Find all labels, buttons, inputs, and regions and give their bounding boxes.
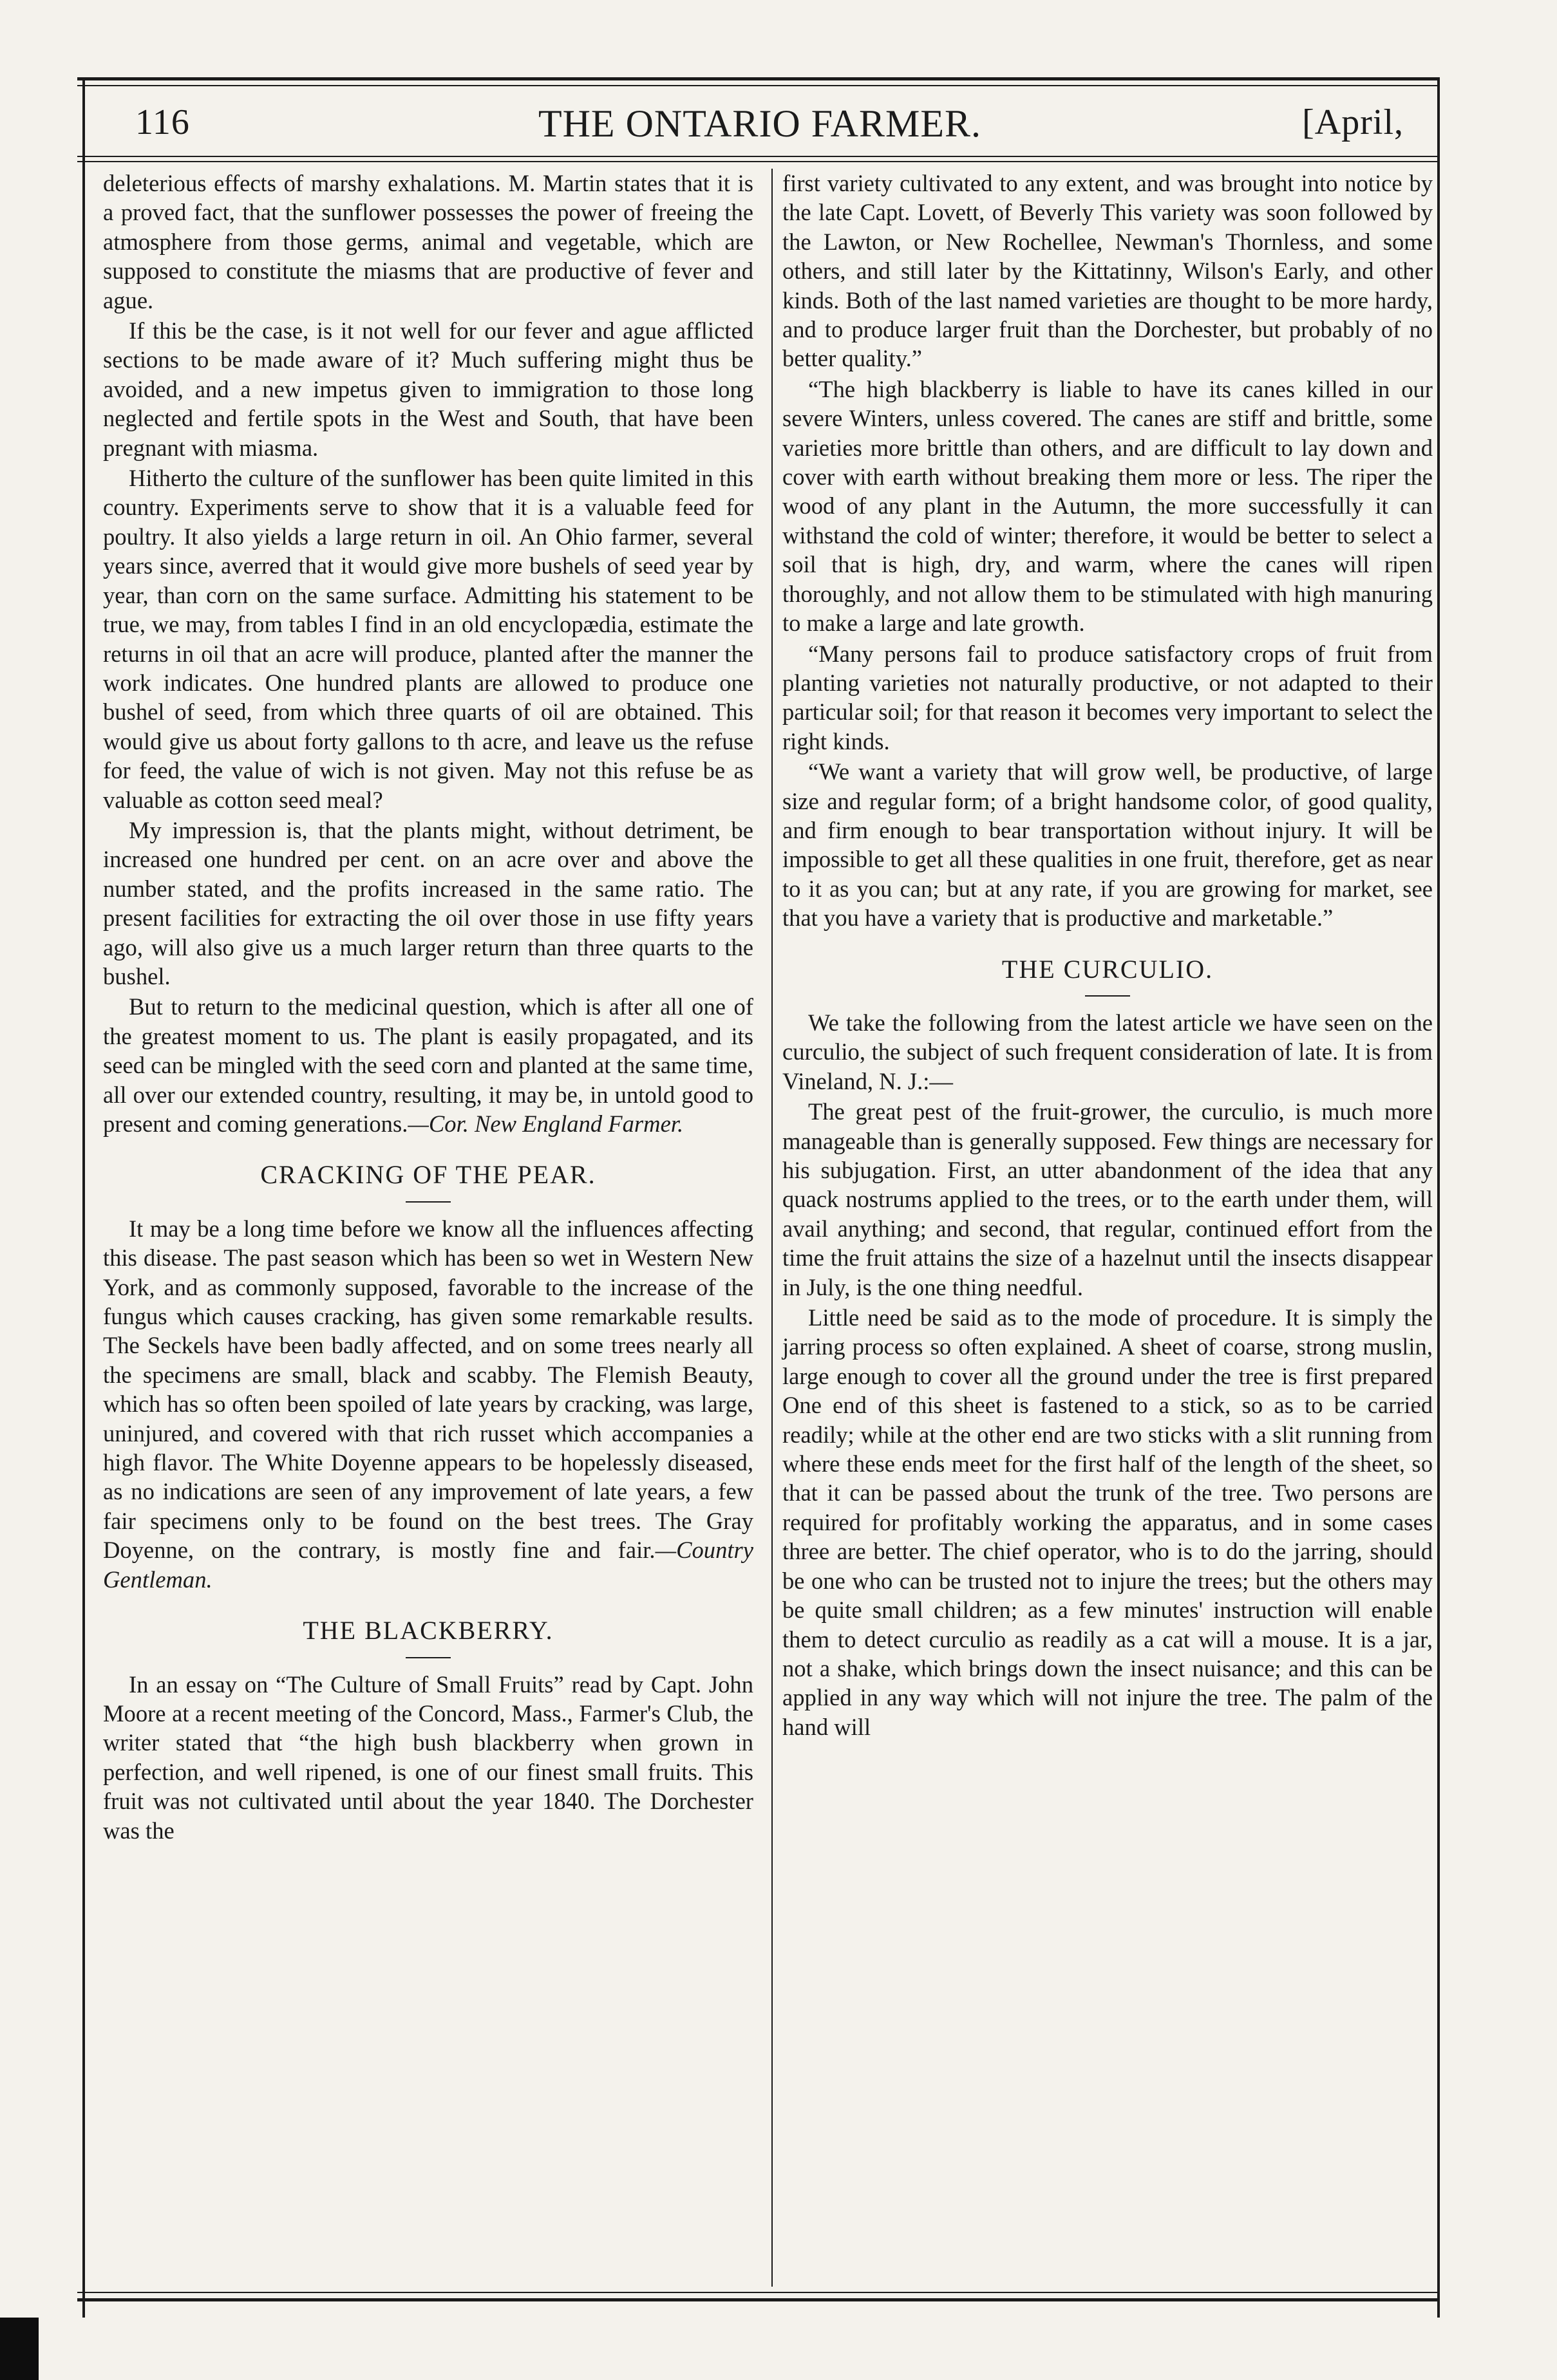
paragraph: In an essay on “The Culture of Small Fruits” read by Capt. John Moore at a recent meeting of the Concord, Mass., Farmer's Club, the writer stated that “the high bush blackberry when grown in perfection, and well ripened, is one of our finest small fruits. This fruit was not cultivated until about the year 1840. The Dorchester was the <box>103 1671 753 1844</box>
page-number: 116 <box>135 102 190 142</box>
paragraph: We take the following from the latest article we have seen on the curculio, the subject of such frequent consideration of late. It is from Vineland, N. J.:— <box>782 1009 1433 1094</box>
header-rule-lower <box>77 161 1440 162</box>
paragraph: “Many persons fail to produce satisfactory crops of fruit from planting varieties not naturally productive, or not adapted to their particular soil; for that reason it becomes very important to select the right kinds. <box>782 640 1433 754</box>
paragraph: deleterious effects of marshy exhalations. M. Martin states that it is a proved fact, that the sunflower possesses the power of freeing the atmosphere from those germs, animal and vegetable, which are supposed to constitute the miasms that are productive of fever and ague. <box>103 170 753 314</box>
source-citation: —Country Gentleman. <box>103 1537 753 1593</box>
paragraph: The great pest of the fruit-grower, the curculio, is much more manageable than is generally supposed. Few things are necessary for his subjugation. First, an utter abandonment of the idea that any quack nostrums applied to the trees, or to the earth under them, will avail anything; and second, that regular, continued effort from the time the fruit attains the size of a hazelnut until the insects disappear in July, is the one thing needful. <box>782 1098 1433 1300</box>
section-title-pear: CRACKING OF THE PEAR. <box>103 1160 753 1202</box>
paragraph-text: It may be a long time before we know all the influences affecting this disease. The past season which has been so wet in Western New York, and as commonly supposed, favorable to the increase of the fungus which causes cracking, has given some remarkable results. The Seckels have been badly affected, and on some trees nearly all the specimens are small, black and scabby. The Flemish Beauty, which has so often been spoiled of late years by cracking, was large, uninjured, and covered with that rich russet which accompanies a high flavor. The White Doyenne appears to be hopelessly diseased, as no indications are seen of any improvement of late years, a few fair specimens only to be found on the best trees. The Gray Doyenne, on the contrary, is mostly fine and fair. <box>103 1215 753 1564</box>
paragraph: “We want a variety that will grow well, be productive, of large size and regular form; of a bright handsome color, of good quality, and firm enough to bear transportation without injury. It will be impossible to get all these qualities in one fruit, therefore, get as near to it as you can; but at any rate, if you are growing for market, see that you have a variety that is productive and marketable.” <box>782 758 1433 932</box>
header-rule <box>77 156 1440 157</box>
paragraph: My impression is, that the plants might, without detriment, be increased one hundred per cent. on an acre over and above the number stated, and the profits increased in the same ratio. The present facilities for extracting the oil over those in use fifty years ago, will also give us a much larger return than three quarts to the bushel. <box>103 816 753 989</box>
right-column <box>782 169 1433 1741</box>
paragraph: first variety cultivated to any extent, and was brought into notice by the late Capt. Lovett, of Beverly This variety was soon followed by the Lawton, or New Rochellee, Newman's Thornless, and some others, and still later by the Kittatinny, Wilson's Early, and other kinds. Both of the last named varieties are thought to be more hardy, and to produce larger fruit than the Dorchester, but probably of no better quality.” <box>782 170 1433 372</box>
publication-title: THE ONTARIO FARMER. <box>538 102 982 145</box>
paragraph: If this be the case, is it not well for our fever and ague afflicted sections to be made aware of it? Much suffering might thus be avoided, and a new impetus given to immigration to those long neglected and fertile spots in the West and South, that have been pregnant with miasma. <box>103 317 753 461</box>
bottom-rule-thick <box>77 2298 1440 2301</box>
page-header <box>97 90 1423 155</box>
paragraph-text: But to return to the medicinal question, which is after all one of the greatest moment to us. The plant is easily propagated, and its seed can be mingled with the seed corn and planted at the same time, all over our extended country, resulting, it may be, in untold good to present and coming generations. <box>103 993 753 1137</box>
left-column <box>103 169 753 1845</box>
source-citation: —Cor. New England Farmer. <box>408 1110 684 1137</box>
paragraph <box>103 992 753 1138</box>
paragraph <box>103 1214 753 1594</box>
column-divider <box>771 169 773 2287</box>
issue-month: [April, <box>1302 102 1404 142</box>
section-title-curculio: THE CURCULIO. <box>782 955 1433 997</box>
scan-edge <box>0 2318 39 2380</box>
bottom-rule-thin <box>77 2292 1440 2293</box>
paragraph: Little need be said as to the mode of procedure. It is simply the jarring process so often explained. A sheet of coarse, strong muslin, large enough to cover all the ground under the tree is first prepared One end of this sheet is fastened to a stick, so as to be carried readily; while at the other end are two sticks with a slit running from where these ends meet for the first half of the length of the sheet, so that it can be passed about the trunk of the tree. Two persons are required for profitably working the apparatus, and in some cases three are better. The chief operator, who is to do the jarring, should be one who can be trusted not to injure the trees; but the others may be quite small children; as a few minutes' instruction will enable them to detect curculio as readily as a cat will a mouse. It is a jar, not a shake, which brings down the insect nuisance; and this can be applied in any way which will not injure the tree. The palm of the hand will <box>782 1304 1433 1740</box>
paragraph: Hitherto the culture of the sunflower has been quite limited in this country. Experiments serve to show that it is a valuable feed for poultry. It also yields a large return in oil. An Ohio farmer, several years since, averred that it would give more bushels of seed year by year, than corn on the same surface. Admitting his statement to be true, we may, from tables I find in an old encyclopædia, estimate the returns in oil that an acre will produce, planted after the manner the work indicates. One hundred plants are allowed to produce one bushel of seed, from which three quarts of oil are obtained. This would give us about forty gallons to th acre, and leave us the refuse for feed, the value of wich is not given. May not this refuse be as valuable as cotton seed meal? <box>103 465 753 813</box>
paragraph: “The high blackberry is liable to have its canes killed in our severe Winters, unless covered. The canes are stiff and brittle, some varieties more brittle than others, and are difficult to lay down and cover with earth without breaking them more or less. The riper the wood of any plant in the Autumn, the more successfully it can withstand the cold of winter; therefore, it would be better to select a soil that is high, dry, and warm, where the canes will ripen thoroughly, and not allow them to be stimulated with high manuring to make a large and late growth. <box>782 375 1433 637</box>
section-title-blackberry: THE BLACKBERRY. <box>103 1616 753 1658</box>
